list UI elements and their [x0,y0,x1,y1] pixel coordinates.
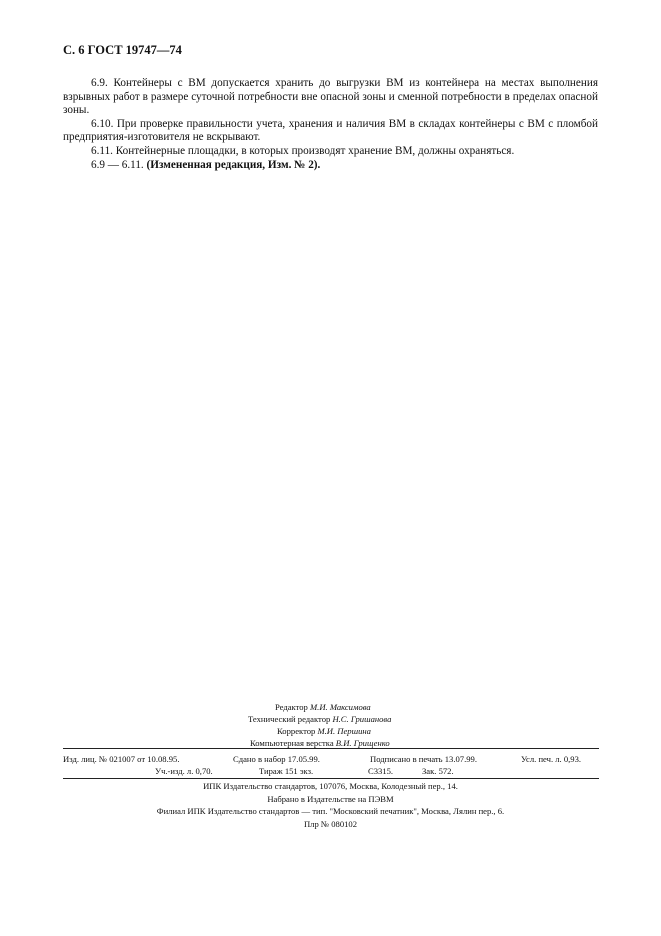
layout-name: В.И. Грищенко [335,738,390,748]
amendment-text: (Измененная редакция, Изм. № 2). [146,158,321,171]
pub-sheets: Уч.-изд. л. 0,70. [155,766,213,776]
order-number: Зак. 572. [422,766,454,776]
paragraph-6-10: 6.10. При проверке правильности учета, хранения и наличия ВМ в складах контейнеры с ВМ с пломбой предприятия-изготовителя не вскрывают. [63,117,598,144]
publication-info [63,753,599,779]
paragraph-6-9: 6.9. Контейнеры с ВМ допускается хранить до выгрузки ВМ из контейнера на местах выполнения взрывных работ в размере суточной потребности вне опасной зоны и сменной потребности в пределах опасной зоны. [63,77,598,117]
paragraph-6-11: 6.11. Контейнерные площадки, в которых производят хранение ВМ, должны охраняться. [91,144,515,157]
submitted-date: Сдано в набор 17.05.99. [233,754,320,764]
imprint-line-4: Плр № 080102 [303,818,358,829]
signed-date: Подписано в печать 13.07.99. [370,754,477,764]
imprint-line-3: Филиал ИПК Издательство стандартов — тип. "Московский печатник", Москва, Лялин пер., 6. [156,806,505,817]
imprint-block [0,780,661,830]
divider-top [63,748,599,749]
divider-bottom [63,778,599,779]
order-code: С3315. [368,766,394,776]
body-text [63,77,598,172]
credit-editor [275,701,371,713]
imprint-line-1: ИПК Издательство стандартов, 107076, Москва, Колодезный пер., 14. [203,781,458,791]
layout-label: Компьютерная верстка [250,738,334,748]
credit-corrector [277,725,371,737]
corrector-name: М.И. Першина [317,726,371,736]
circulation: Тираж 151 экз. [259,766,314,776]
editor-name: М.И. Максимова [310,702,371,712]
page-header: С. 6 ГОСТ 19747—74 [63,43,182,57]
credit-tech-editor [248,713,391,725]
amendment-range: 6.9 — 6.11. [91,158,144,171]
amendment-note [63,159,598,173]
license-number: Изд. лиц. № 021007 от 10.08.95. [63,754,180,764]
editor-label: Редактор [275,702,308,712]
corrector-label: Корректор [277,726,316,736]
tech-editor-name: Н.С. Гришанова [332,714,392,724]
print-sheets: Усл. печ. л. 0,93. [521,754,582,764]
imprint-line-2: Набрано в Издательстве на ПЭВМ [267,793,394,804]
tech-editor-label: Технический редактор [248,714,331,724]
